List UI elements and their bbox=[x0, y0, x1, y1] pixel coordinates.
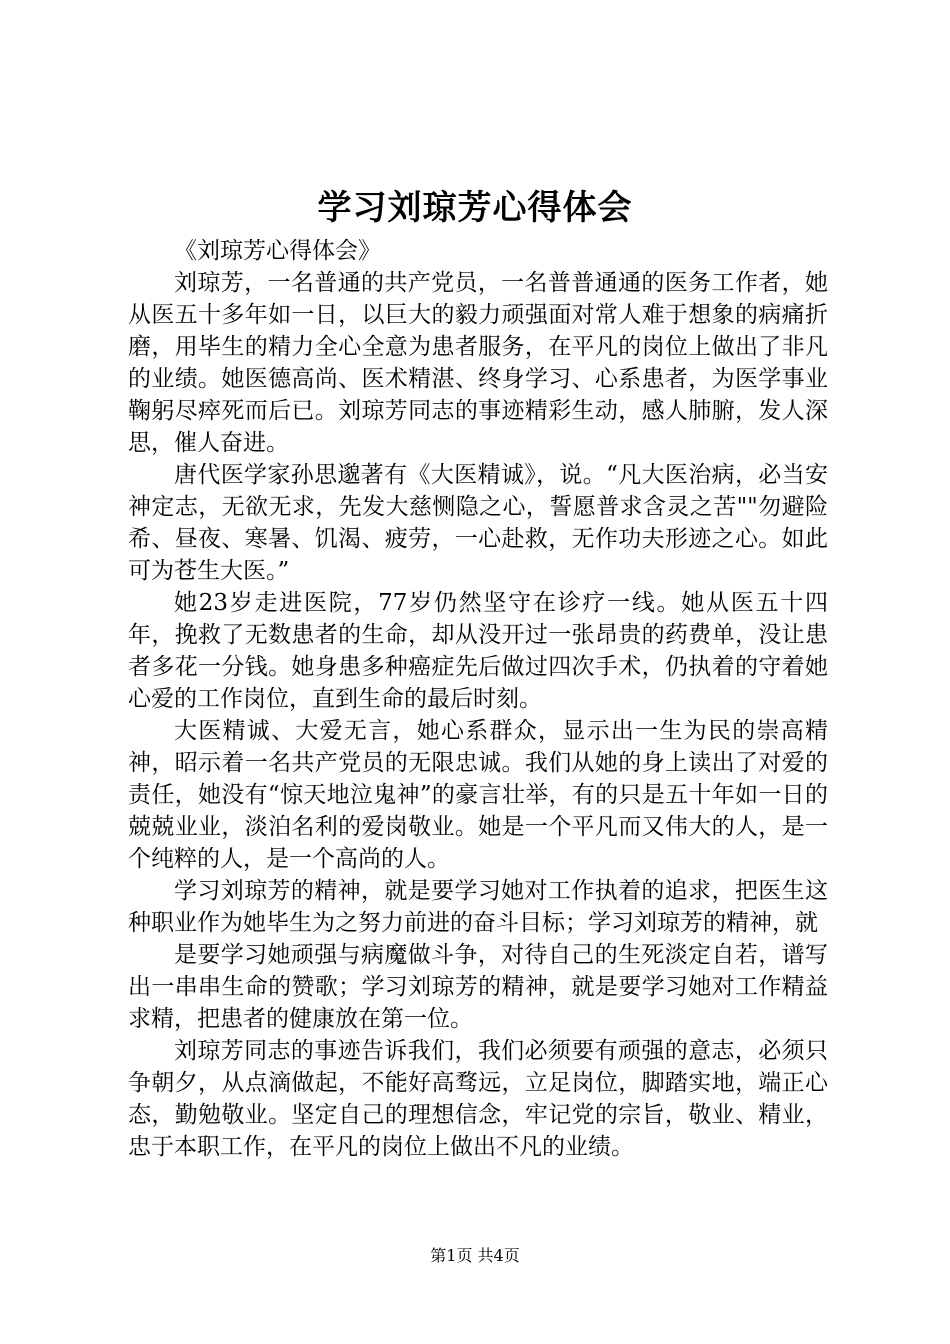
paragraph: 学习刘琼芳的精神，就是要学习她对工作执着的追求，把医生这种职业作为她毕生为之努力前进的奋斗目标；学习刘琼芳的精神，就 bbox=[128, 878, 828, 936]
document-title: 学习刘琼芳心得体会 bbox=[317, 188, 633, 228]
paragraph: 刘琼芳，一名普通的共产党员，一名普普通通的医务工作者，她从医五十多年如一日，以巨大的毅力顽强面对常人难于想象的病痛折磨，用毕生的精力全心全意为患者服务，在平凡的岗位上做出了非凡的业绩。她医德高尚、医术精湛、终身学习、心系患者，为医学事业鞠躬尽瘁死而后已。刘琼芳同志的事迹精彩生动，感人肺腑，发人深思，催人奋进。 bbox=[128, 270, 828, 456]
paragraph: 唐代医学家孙思邈著有《大医精诚》，说。“凡大医治病，必当安神定志，无欲无求，先发大慈恻隐之心，誓愿普求含灵之苦""勿避险希、昼夜、寒暑、饥渴、疲劳，一心赴救，无作功夫形迹之心。如此可为苍生大医。” bbox=[128, 462, 828, 584]
document-body bbox=[128, 235, 828, 1163]
paragraph: 刘琼芳同志的事迹告诉我们，我们必须要有顽强的意志，必须只争朝夕，从点滴做起，不能好高骛远，立足岗位，脚踏实地，端正心态，勤勉敬业。坚定自己的理想信念，牢记党的宗旨，敬业、精业，忠于本职工作，在平凡的岗位上做出不凡的业绩。 bbox=[128, 1038, 828, 1160]
paragraph: 是要学习她顽强与病魔做斗争，对待自己的生死淡定自若，谱写出一串串生命的赞歌；学习刘琼芳的精神，就是要学习她对工作精益求精，把患者的健康放在第一位。 bbox=[128, 942, 828, 1032]
document-subtitle: 《刘琼芳心得体会》 bbox=[174, 238, 381, 264]
page-number-footer: 第1页 共4页 bbox=[430, 1246, 520, 1265]
paragraph: 她23岁走进医院，77岁仍然坚守在诊疗一线。她从医五十四年，挽救了无数患者的生命，却从没开过一张昂贵的药费单，没让患者多花一分钱。她身患多种癌症先后做过四次手术，仍执着的守着她心爱的工作岗位，直到生命的最后时刻。 bbox=[128, 590, 828, 712]
paragraph: 大医精诚、大爱无言，她心系群众，显示出一生为民的崇高精神，昭示着一名共产党员的无限忠诚。我们从她的身上读出了对爱的责任，她没有“惊天地泣鬼神”的豪言壮举，有的只是五十年如一日的兢兢业业，淡泊名利的爱岗敬业。她是一个平凡而又伟大的人，是一个纯粹的人，是一个高尚的人。 bbox=[128, 718, 828, 872]
